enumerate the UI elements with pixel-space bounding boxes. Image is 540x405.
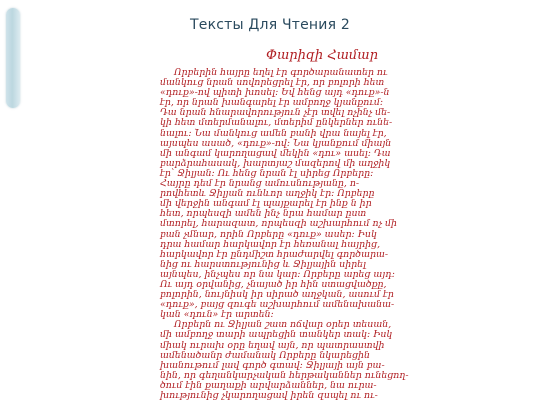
text-line: մի վերջին անգամ էլ պայքարել էր ինք ն իր <box>160 198 372 210</box>
text-line: նից ու հարստությունից և Ջիլյային սիրել <box>160 258 366 270</box>
paragraph <box>160 67 397 321</box>
text-line: «դուք»-ով պիտի խոսել: Եվ հենց այդ «դուք»-ն <box>160 87 390 99</box>
text-line: նին, որ գեղանկարչական հերթականներ ունեցող- <box>160 369 409 381</box>
page-title: Тексты Для Чтения 2 <box>190 17 350 33</box>
text-line: այսպես ասած, «դուք»-ով: Նա կյանքում միայն <box>160 137 392 149</box>
text-line: Որբերն ու Ջիլյան շատ ոճվար օրեր տեսան, <box>174 319 392 331</box>
text-line: կի հետ մտերմանալու, մտերիմ ընկերներ ունե- <box>160 117 393 129</box>
text-line: մտորել, հարազատ, որպեսզի աշխարհում ոչ մի <box>160 218 397 230</box>
text-line: միակ ուրախ օրը եղավ այն, որ պատրաստվի <box>160 339 385 351</box>
text-line: ամենածանր ժամանակ Որբերը նկարեցին <box>160 349 370 361</box>
text-line: հետ, որպեսզի ամեն ինչ նրա համար ըստ <box>160 208 367 220</box>
text-line: մի ամբողջ տարի ապրեցին տանկեր տակ: Իսկ <box>160 329 393 341</box>
chapter-heading: Փարիզի Համար <box>265 48 378 63</box>
text-line: մանկուց նրան սովորեցրել էր, որ բոլորի հետ <box>160 77 385 89</box>
text-line: բան չմնար, որին Որբերը «դուք» ասեր: Իսկ <box>160 228 377 240</box>
text-line: րովհետև Ջիլյան ունևոր աղջիկ էր: Որբերը <box>160 188 375 200</box>
text-line: Որբերին հայրը եղել էր գործարանատեր ու <box>174 67 388 78</box>
paragraph <box>160 319 409 401</box>
text-line: էր՝ Ջիլյան: Ու հենց նրան էլ սիրեց Որբերը: <box>160 167 374 179</box>
text-line: նալու: Նա մանկուց ամեն բանի վրա նայել էր, <box>160 127 387 139</box>
text-line: Հայրը դեմ էր նրանց ամուսնությանը, ո- <box>160 178 360 190</box>
text-line: բոլորին, նույնիսկ իր սիրած աղջկան, ասում էր <box>160 289 394 301</box>
text-line: Ու այդ օրվանից, չնայած իր հին ստացվածքը, <box>160 278 387 290</box>
text-line: բարձրահասակ, խարտյաշ մազերով մի աղջիկ <box>160 157 391 169</box>
text-line: մի անգամ կարողացավ մեկին «դու» ասել: Դա <box>160 147 391 159</box>
text-line: էր, որ նրան խանգարել էր ամբողջ կյանքում: <box>160 97 384 109</box>
text-line: խությունից չկարողացավ իրեն զսպել ու ու- <box>160 390 378 401</box>
text-line: «դուք», բայց զուգե աշխարհում ամենախանա- <box>160 299 395 311</box>
text-line: կան «դուն» էր արտեն: <box>160 309 274 321</box>
text-line: այնպես, ինչպես որ նա կար: Որբերը արեց այդ: <box>160 268 395 280</box>
text-line: դրա համար հարկավոր էր հեռանալ հայրից, <box>160 238 381 250</box>
text-line: խանութում լավ գործ գտավ: Ջիլյայի այն բա- <box>160 359 385 371</box>
paragraphs <box>160 67 409 401</box>
text-line: հարկավոր էր ընդմիշտ հրաժարվել գործարա- <box>160 248 389 260</box>
text-line: Դա նրան հնարավորություն չէր տվել ոչինչ մե- <box>160 107 391 119</box>
text-column <box>160 48 409 401</box>
text-line: ծում էին քաղաքի արվարձաններ, նա ուրա- <box>160 379 377 391</box>
